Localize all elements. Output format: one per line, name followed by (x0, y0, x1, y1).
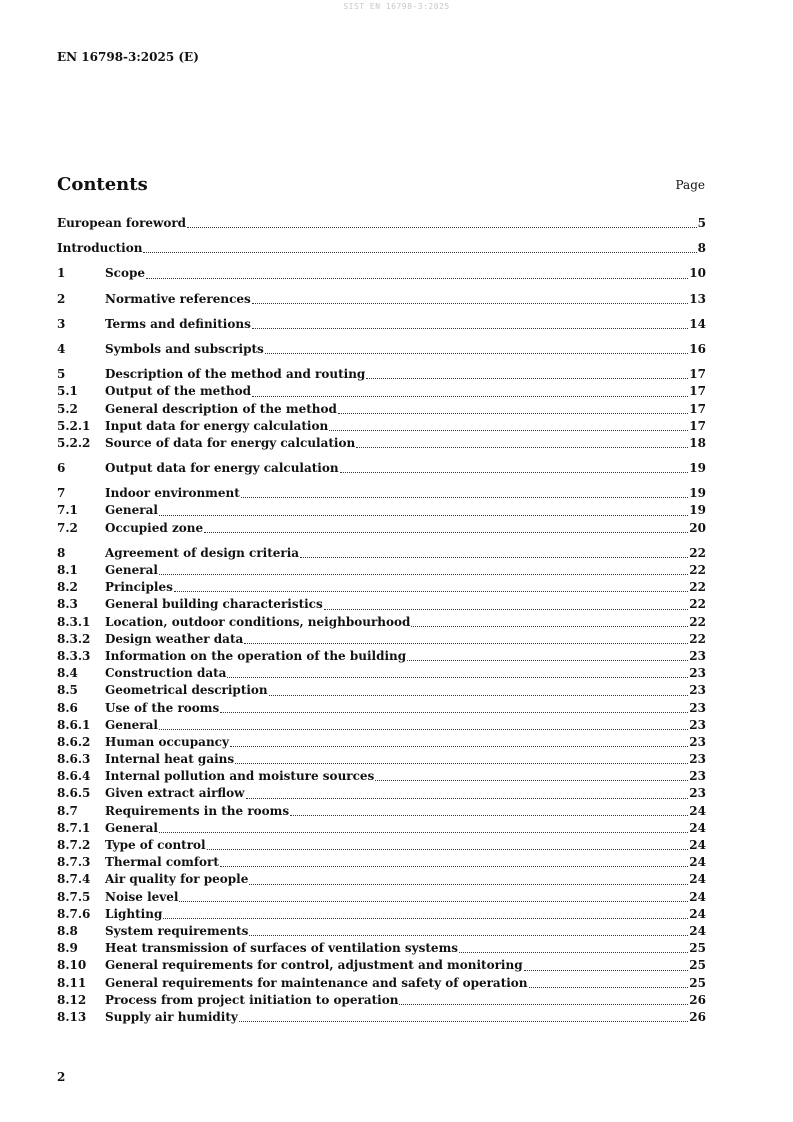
dot-leader (459, 951, 688, 953)
toc-entry[interactable] (57, 366, 706, 383)
dot-leader (249, 934, 688, 936)
toc-entry-page: 23 (689, 648, 706, 663)
toc-entry-title: Terms and definitions (105, 316, 251, 331)
toc-entry-page: 23 (689, 752, 706, 767)
toc-entry-title: Lighting (105, 906, 163, 921)
toc-entry-title: Indoor environment (105, 486, 240, 501)
toc-entry-title: Process from project initiation to operation (105, 992, 399, 1007)
toc-entry-title: Output of the method (105, 384, 251, 399)
toc-entry[interactable] (57, 383, 706, 400)
toc-entry-title: General description of the method (105, 401, 337, 416)
toc-entry-number: 8.6 (57, 700, 78, 715)
toc-entry-title: General requirements for maintenance and safety of operation (105, 975, 528, 990)
toc-entry-page: 20 (689, 520, 706, 535)
toc-entry[interactable] (57, 562, 706, 579)
toc-entry[interactable] (57, 435, 706, 452)
toc-entry[interactable] (57, 957, 706, 974)
toc-entry-number: 8.9 (57, 941, 78, 956)
toc-entry-number: 8.4 (57, 666, 78, 681)
toc-entry-page: 24 (689, 855, 706, 870)
toc-entry[interactable] (57, 520, 706, 537)
toc-entry-number: 8.5 (57, 683, 78, 698)
toc-entry[interactable] (57, 341, 706, 358)
toc-entry[interactable] (57, 837, 706, 854)
toc-entry-number: 8 (57, 545, 66, 560)
toc-entry-number: 6 (57, 461, 66, 476)
dot-leader (241, 496, 689, 498)
toc-entry[interactable] (57, 631, 706, 648)
toc-entry-number: 8.8 (57, 923, 78, 938)
toc-entry-page: 16 (689, 341, 706, 356)
dot-leader (244, 642, 688, 644)
toc-entry-title: Human occupancy (105, 734, 229, 749)
toc-entry-page: 23 (689, 717, 706, 732)
toc-entry-page: 22 (689, 631, 706, 646)
toc-entry-title: Scope (105, 266, 146, 281)
toc-entry-number: 5.2.1 (57, 418, 91, 433)
toc-entry-number: 5.1 (57, 384, 78, 399)
dot-leader (411, 625, 688, 627)
toc-entry-page: 17 (689, 384, 706, 399)
toc-entry[interactable] (57, 401, 706, 418)
toc-entry-number: 8.7.1 (57, 820, 91, 835)
dot-leader (207, 848, 689, 850)
toc-entry-title: General (105, 717, 158, 732)
toc-entry-title: Heat transmission of surfaces of ventilation systems (105, 941, 459, 956)
toc-entry[interactable] (57, 316, 706, 333)
toc-entry-number: 8.7.3 (57, 855, 91, 870)
toc-entry-number: 8.10 (57, 958, 87, 973)
toc-entry[interactable] (57, 502, 706, 519)
toc-entry[interactable] (57, 906, 706, 923)
dot-leader (356, 446, 688, 448)
toc-entry[interactable] (57, 215, 706, 232)
dot-leader (529, 986, 689, 988)
dot-leader (187, 226, 697, 228)
dot-leader (163, 917, 688, 919)
toc-entry-title: Information on the operation of the building (105, 648, 407, 663)
toc-entry[interactable] (57, 460, 706, 477)
dot-leader (290, 814, 688, 816)
toc-entry[interactable] (57, 854, 706, 871)
toc-entry-number: 5 (57, 367, 66, 382)
toc-entry-page: 24 (689, 923, 706, 938)
toc-entry-page: 24 (689, 889, 706, 904)
toc-entry[interactable] (57, 545, 706, 562)
toc-entry-title: General building characteristics (105, 597, 323, 612)
toc-entry-title: System requirements (105, 923, 249, 938)
toc-entry-page: 22 (689, 563, 706, 577)
dot-leader (204, 531, 688, 533)
dot-leader (340, 471, 689, 473)
toc-entry-title: Air quality for people (105, 872, 249, 887)
toc-entry-number: 8.6.4 (57, 769, 91, 784)
toc-entry-title: Supply air humidity (105, 1009, 238, 1024)
watermark: SIST EN 16798-3:2025 (343, 2, 450, 11)
dot-leader (324, 608, 689, 610)
toc-entry-title: Thermal comfort (105, 855, 219, 870)
toc-entry[interactable] (57, 992, 706, 1009)
dot-leader (252, 302, 689, 304)
dot-leader (230, 745, 688, 747)
toc-entry-number: 8.7.6 (57, 906, 91, 921)
toc-entry-title: European foreword (57, 216, 187, 230)
dot-leader (246, 797, 689, 799)
toc-entry[interactable] (57, 803, 706, 820)
toc-entry[interactable] (57, 596, 706, 613)
toc-entry-page: 24 (689, 872, 706, 887)
toc-entry-number: 8.7.4 (57, 872, 91, 887)
dot-leader (235, 762, 688, 764)
toc-entry-page: 24 (689, 906, 706, 921)
toc-entry-page: 26 (689, 1009, 706, 1024)
toc-entry[interactable] (57, 785, 706, 802)
toc-entry-page: 19 (689, 461, 706, 476)
dot-leader (269, 694, 689, 696)
toc-entry-number: 8.6.2 (57, 734, 91, 749)
toc-entry-number: 8.6.3 (57, 752, 91, 767)
toc-entry[interactable] (57, 265, 706, 282)
dot-leader (174, 590, 688, 592)
dot-leader (407, 659, 688, 661)
toc-entry[interactable] (57, 614, 706, 631)
toc-entry-title: Design weather data (105, 631, 244, 646)
toc-entry-page: 23 (689, 666, 706, 681)
dot-leader (399, 1003, 688, 1005)
toc-entry-title: General (105, 503, 158, 518)
toc-entry-page: 22 (689, 545, 706, 560)
toc-entry-number: 3 (57, 316, 66, 331)
page-column-label: Page (675, 178, 705, 192)
toc-entry-title: Normative references (105, 291, 251, 306)
toc-entry[interactable] (57, 889, 706, 906)
toc-entry-page: 23 (689, 700, 706, 715)
dot-leader (239, 1020, 688, 1022)
toc-entry-number: 8.12 (57, 992, 87, 1007)
toc-entry-title: Introduction (57, 241, 143, 256)
toc-entry-number: 1 (57, 266, 66, 281)
page-number: 2 (57, 1070, 66, 1084)
toc-entry-page: 17 (689, 367, 706, 382)
toc-entry-number: 7 (57, 486, 66, 501)
dot-leader (143, 251, 696, 253)
dot-leader (366, 377, 688, 379)
dot-leader (159, 728, 688, 730)
toc-entry[interactable] (57, 751, 706, 768)
toc-entry-number: 5.2.2 (57, 435, 91, 450)
toc-entry-page: 23 (689, 734, 706, 749)
toc-entry-page: 22 (689, 597, 706, 612)
toc-entry[interactable] (57, 648, 706, 665)
toc-entry-page: 23 (689, 683, 706, 698)
toc-entry-number: 4 (57, 341, 66, 356)
toc-entry-title: Input data for energy calculation (105, 418, 329, 433)
toc-entry-title: Type of control (105, 838, 206, 852)
dot-leader (300, 556, 688, 558)
toc-entry-number: 8.2 (57, 580, 78, 595)
dot-leader (159, 573, 688, 575)
toc-entry-title: Given extract airflow (105, 786, 245, 801)
toc-entry[interactable] (57, 734, 706, 751)
dot-leader (252, 395, 688, 397)
toc-entry-title: General (105, 820, 158, 835)
dot-leader (524, 969, 689, 971)
table-of-contents (57, 215, 706, 1026)
toc-entry[interactable] (57, 871, 706, 888)
toc-entry-page: 19 (689, 503, 706, 518)
toc-entry-page: 10 (689, 266, 706, 281)
dot-leader (220, 711, 688, 713)
toc-entry[interactable] (57, 717, 706, 734)
toc-entry-title: Construction data (105, 666, 227, 681)
toc-entry-title: Geometrical description (105, 683, 268, 698)
toc-entry-number: 8.11 (57, 975, 87, 990)
toc-entry[interactable] (57, 975, 706, 992)
toc-entry-title: Agreement of design criteria (105, 545, 300, 560)
toc-entry-title: General requirements for control, adjustment and monitoring (105, 958, 523, 973)
toc-entry[interactable] (57, 485, 706, 502)
toc-entry-number: 8.1 (57, 563, 78, 577)
toc-entry-number: 7.1 (57, 503, 78, 518)
toc-entry-title: Occupied zone (105, 520, 204, 535)
toc-entry-title: Requirements in the rooms (105, 803, 290, 818)
toc-entry-page: 13 (689, 291, 706, 306)
toc-entry-title: Source of data for energy calculation (105, 435, 356, 450)
toc-entry-number: 2 (57, 291, 66, 306)
toc-entry-title: Noise level (105, 889, 179, 904)
contents-title: Contents (57, 174, 148, 195)
toc-entry-page: 26 (689, 992, 706, 1007)
toc-entry-number: 8.3.1 (57, 614, 91, 629)
toc-entry-page: 14 (689, 316, 706, 331)
dot-leader (227, 676, 688, 678)
toc-entry-number: 8.13 (57, 1009, 87, 1024)
toc-entry-page: 17 (689, 401, 706, 416)
toc-entry[interactable] (57, 291, 706, 308)
toc-entry-page: 22 (689, 580, 706, 595)
toc-entry-page: 19 (689, 486, 706, 501)
toc-entry-title: General (105, 563, 158, 577)
toc-entry[interactable] (57, 579, 706, 596)
toc-entry-title: Location, outdoor conditions, neighbourhood (105, 614, 411, 629)
document-id: EN 16798-3:2025 (E) (57, 50, 199, 64)
toc-entry-number: 8.3.3 (57, 648, 91, 663)
toc-entry-number: 5.2 (57, 401, 78, 416)
toc-entry-number: 8.7 (57, 803, 78, 818)
dot-leader (265, 352, 689, 354)
toc-entry-number: 8.7.5 (57, 889, 91, 904)
dot-leader (146, 277, 688, 279)
dot-leader (220, 865, 688, 867)
toc-entry[interactable] (57, 682, 706, 699)
toc-entry-title: Symbols and subscripts (105, 341, 264, 356)
toc-entry-number: 8.3 (57, 597, 78, 612)
toc-entry[interactable] (57, 1009, 706, 1026)
toc-entry-page: 24 (689, 803, 706, 818)
dot-leader (249, 883, 688, 885)
toc-entry-page: 25 (689, 941, 706, 956)
toc-entry-title: Output data for energy calculation (105, 461, 339, 476)
toc-entry-page: 5 (697, 216, 706, 230)
toc-entry-number: 8.3.2 (57, 631, 91, 646)
dot-leader (179, 900, 688, 902)
toc-entry-title: Description of the method and routing (105, 367, 366, 382)
dot-leader (338, 412, 688, 414)
toc-entry[interactable] (57, 700, 706, 717)
toc-entry-page: 18 (689, 435, 706, 450)
dot-leader (159, 831, 688, 833)
toc-entry[interactable] (57, 820, 706, 837)
toc-entry-title: Principles (105, 580, 173, 595)
toc-entry-title: Use of the rooms (105, 700, 220, 715)
toc-entry[interactable] (57, 665, 706, 682)
toc-entry-number: 8.7.2 (57, 838, 91, 852)
dot-leader (329, 429, 688, 431)
toc-entry-number: 8.6.5 (57, 786, 91, 801)
toc-entry-page: 25 (689, 975, 706, 990)
dot-leader (159, 514, 688, 516)
toc-entry-page: 24 (689, 838, 706, 852)
toc-entry-page: 24 (689, 820, 706, 835)
toc-entry[interactable] (57, 923, 706, 940)
toc-entry[interactable] (57, 768, 706, 785)
toc-entry-title: Internal pollution and moisture sources (105, 769, 375, 784)
toc-entry[interactable] (57, 418, 706, 435)
dot-leader (252, 327, 688, 329)
toc-entry-page: 23 (689, 786, 706, 801)
toc-entry-page: 25 (689, 958, 706, 973)
toc-entry-page: 8 (697, 241, 706, 256)
toc-entry-page: 23 (689, 769, 706, 784)
toc-entry-number: 7.2 (57, 520, 78, 535)
toc-entry-page: 22 (689, 614, 706, 629)
toc-entry-number: 8.6.1 (57, 717, 91, 732)
toc-entry[interactable] (57, 940, 706, 957)
dot-leader (375, 779, 688, 781)
toc-entry[interactable] (57, 240, 706, 257)
toc-entry-page: 17 (689, 418, 706, 433)
toc-entry-title: Internal heat gains (105, 752, 235, 767)
